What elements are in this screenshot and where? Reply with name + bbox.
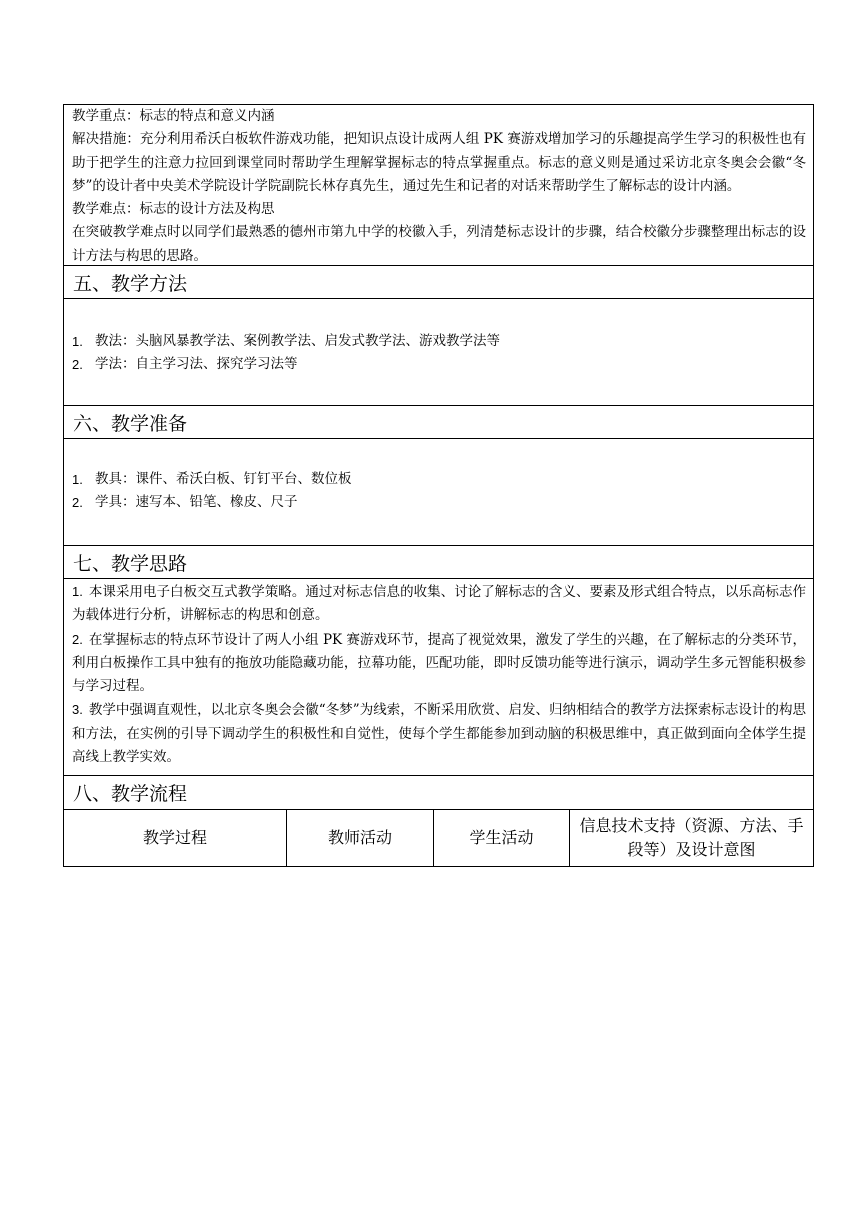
column-header-process: 教学过程	[64, 810, 287, 866]
section-title-preparation: 六、教学准备	[64, 405, 813, 438]
list-number: 2.	[72, 357, 83, 373]
list-number: 1.	[72, 584, 83, 599]
list-item	[72, 468, 806, 491]
list-text: 本课采用电子白板交互式教学策略。通过对标志信息的收集、讨论了解标志的含义、要素及形式组合特点，以乐高标志作为载体进行分析，讲解标志的构思和创意。	[72, 584, 806, 624]
column-header-student-activity: 学生活动	[434, 810, 570, 866]
list-item	[72, 353, 806, 376]
list-item	[72, 698, 806, 769]
key-point-line: 教学重点：标志的特点和意义内涵	[72, 108, 275, 124]
list-number: 2.	[72, 631, 83, 647]
key-point-solution: 解决措施：充分利用希沃白板软件游戏功能，把知识点设计成两人组 PK 赛游戏增加学习的乐趣提高学生学习的积极性也有助于把学生的注意力拉回到课堂同时帮助学生理解掌握标志的特点掌握重点。标志的意义则是通过采访北京冬奥会会徽“冬梦”的设计者中央美术学院设计学院副院长林存真先生，通过先生和记者的对话来帮助学生了解标志的设计内涵。	[72, 131, 806, 194]
list-text: 教具：课件、希沃白板、钉钉平台、数位板	[95, 471, 352, 487]
key-points-cell	[64, 105, 813, 265]
list-item	[72, 580, 806, 628]
section-body-methods	[64, 298, 813, 405]
column-header-teacher-activity: 教师活动	[287, 810, 434, 866]
column-header-it-support: 信息技术支持（资源、方法、手段等）及设计意图	[579, 816, 804, 859]
list-item	[72, 491, 806, 514]
section-title-teaching-idea: 七、教学思路	[64, 545, 813, 578]
section-title-teaching-flow: 八、教学流程	[64, 775, 813, 809]
list-text: 学具：速写本、铅笔、橡皮、尺子	[95, 494, 298, 511]
list-number: 2.	[72, 495, 83, 511]
lesson-plan-table	[63, 104, 814, 809]
list-text: 教法：头脑风暴教学法、案例教学法、启发式教学法、游戏教学法等	[95, 333, 500, 349]
section-body-preparation	[64, 438, 813, 545]
list-item	[72, 628, 806, 699]
list-text: 教学中强调直观性，以北京冬奥会会徽“冬梦”为线索，不断采用欣赏、启发、归纳相结合的教学方法探索标志设计的构思和方法，在实例的引导下调动学生的积极性和自觉性，使每个学生都能参加到动脑的积极思维中，真正做到面向全体学生提高线上教学实效。	[72, 702, 806, 766]
section-title-methods: 五、教学方法	[64, 265, 813, 298]
list-text: 在掌握标志的特点环节设计了两人小组 PK 赛游戏环节，提高了视觉效果，激发了学生的兴趣，在了解标志的分类环节，利用白板操作工具中独有的拖放功能隐藏功能，拉幕功能，匹配功能，即时反馈功能等进行演示，调动学生多元智能积极参与学习过程。	[72, 631, 806, 695]
list-item	[72, 330, 806, 353]
difficulty-line: 教学难点：标志的设计方法及构思	[72, 201, 275, 218]
teaching-flow-header-row	[63, 809, 814, 867]
difficulty-solution: 在突破教学难点时以同学们最熟悉的德州市第九中学的校徽入手，列清楚标志设计的步骤，结合校徽分步骤整理出标志的设计方法与构思的思路。	[72, 224, 806, 264]
list-number: 1.	[72, 334, 83, 349]
list-number: 3.	[72, 702, 83, 718]
list-number: 1.	[72, 472, 83, 487]
list-text: 学法：自主学习法、探究学习法等	[95, 356, 298, 373]
lesson-plan-document	[63, 104, 814, 867]
section-body-teaching-idea	[64, 578, 813, 775]
